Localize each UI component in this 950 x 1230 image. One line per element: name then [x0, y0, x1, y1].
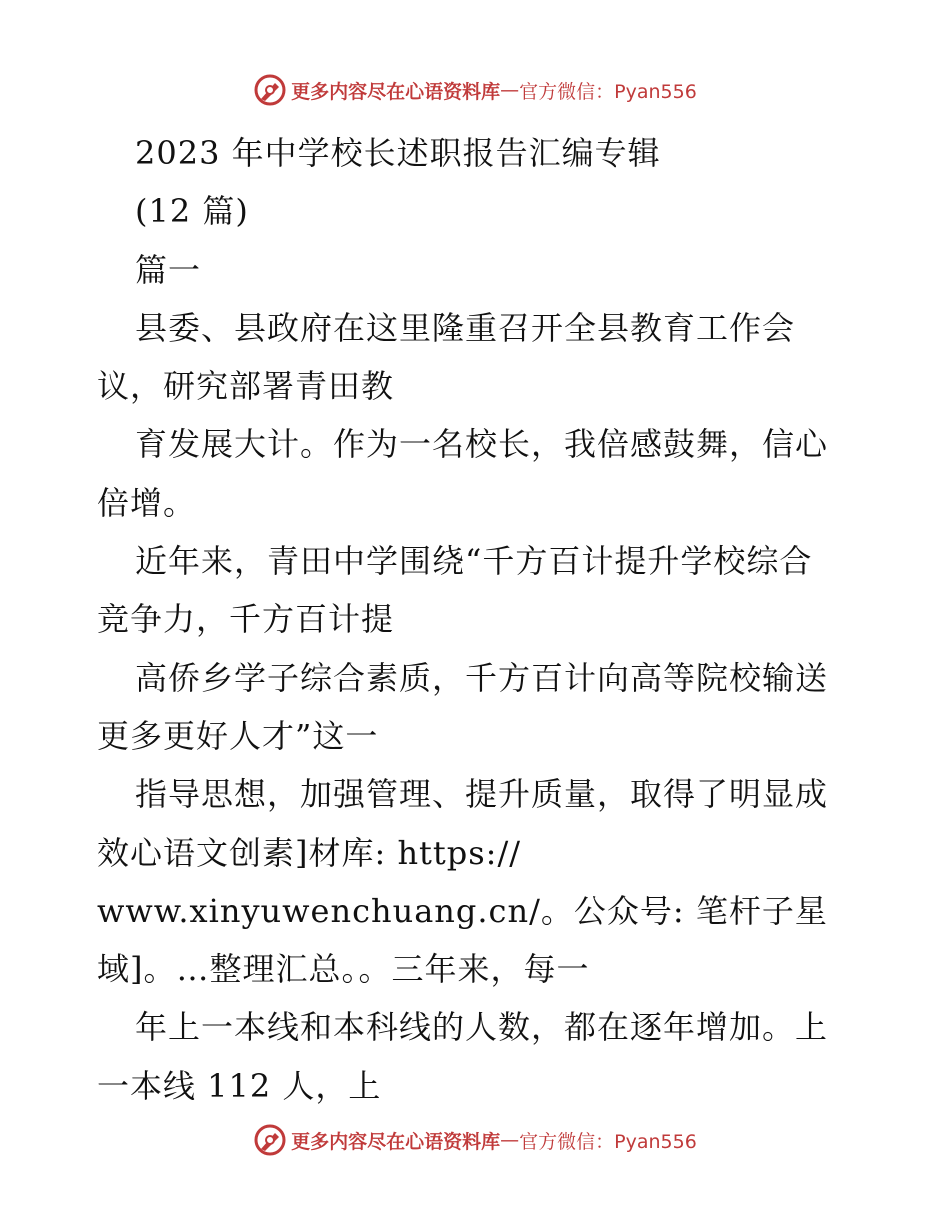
banner-wechat-text: 官方微信：Pyan556	[519, 80, 697, 103]
header-watermark-banner	[0, 70, 950, 110]
paragraph-line: 高侨乡学子综合素质，千方百计向高等院校输送	[135, 658, 829, 697]
footer-watermark-banner	[0, 1120, 950, 1160]
banner-site-text: 更多内容尽在心语资料库	[291, 1130, 501, 1153]
pen-logo-icon	[253, 1123, 287, 1157]
banner-dash: —	[500, 79, 520, 101]
document-body	[97, 124, 877, 1115]
paragraph-line: 一本线 112 人，上	[97, 1066, 382, 1105]
paragraph-line: 议，研究部署青田教	[97, 367, 395, 406]
pen-logo-icon	[253, 73, 287, 107]
paragraph-line: 竞争力，千方百计提	[97, 600, 395, 639]
paragraph-line: 指导思想，加强管理、提升质量，取得了明显成	[135, 775, 829, 814]
paragraph-line: 年上一本线和本科线的人数，都在逐年增加。上	[135, 1008, 829, 1047]
paragraph-line: www.xinyuwenchuang.cn/。公众号: 笔杆子星	[97, 891, 828, 930]
paragraph-line: 域]。…整理汇总。。三年来，每一	[97, 950, 590, 989]
paragraph-line: 倍增。	[97, 483, 197, 522]
paragraph-line: 育发展大计。作为一名校长，我倍感鼓舞，信心	[135, 425, 829, 464]
banner-dash: —	[500, 1129, 520, 1151]
paragraph-line: 更多更好人才”这一	[97, 716, 379, 755]
doc-title-line-1: 2023 年中学校长述职报告汇编专辑	[135, 134, 661, 172]
banner-site-text: 更多内容尽在心语资料库	[291, 80, 501, 103]
paragraph-line: 效心语文创素]材库: https://	[97, 833, 522, 872]
banner-wechat-text: 官方微信：Pyan556	[519, 1130, 697, 1153]
paragraph-line: 县委、县政府在这里隆重召开全县教育工作会	[135, 308, 796, 347]
doc-title-line-2: (12 篇)	[135, 192, 249, 231]
section-heading: 篇一	[135, 250, 202, 289]
paragraph-line: 近年来，青田中学围绕“千方百计提升学校综合	[135, 542, 813, 581]
